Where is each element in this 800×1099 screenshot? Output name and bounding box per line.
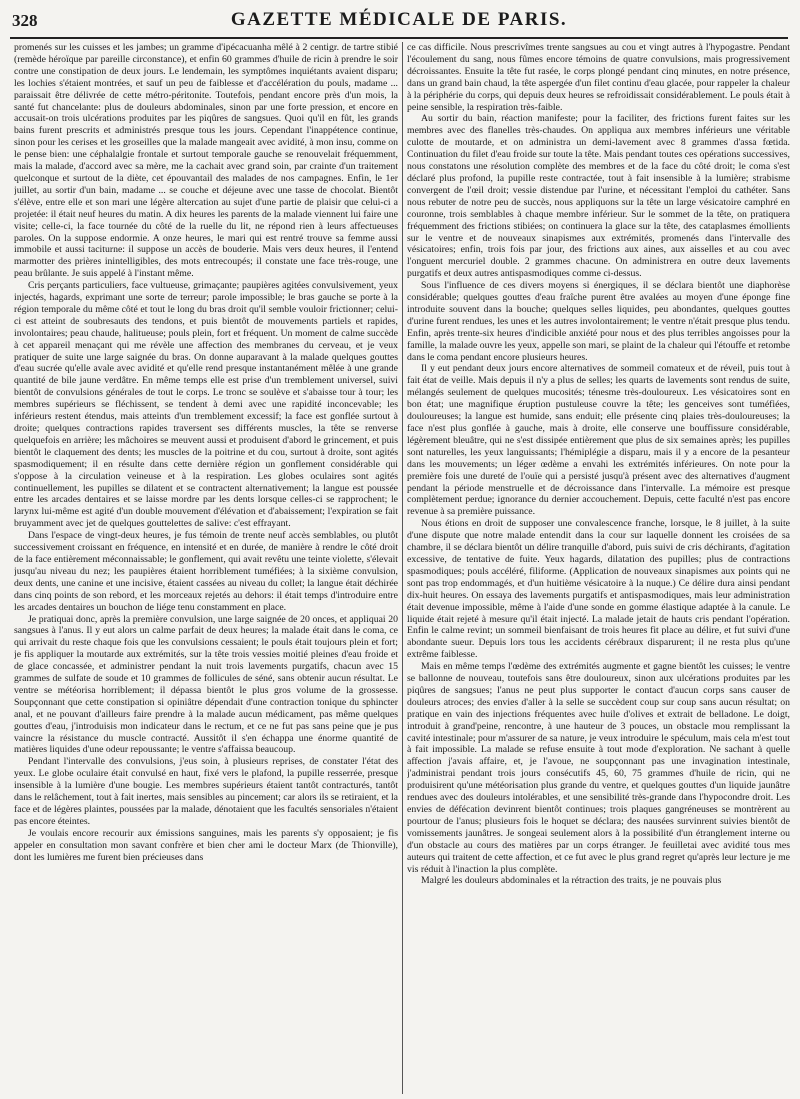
paragraph: Sous l'influence de ces divers moyens si énergiques, il se déclara bientôt une diaphorèse considérable; quelques gouttes d'eau fraîche purent être avalées au moyen d'une éponge fine introduite souvent dans la bouche; quelques selles liquides, peu abondantes, quelques gouttes d'urine furent rendues, les unes et les autres involontairement; le ventre n'était presque plus tendu. Enfin, après trente-six heures d'indicible anxiété pour nous et des plus terribles angoisses pour la famille, la malade ouvre les yeux, appelle son mari, se plaint de la chaleur qui l'étouffe et retombe dans le coma pendant encore plusieurs heures.	[407, 280, 790, 363]
paragraph: Cris perçants particuliers, face vultueuse, grimaçante; paupières agitées convulsivement, yeux injectés, hagards, exprimant une sorte de terreur; parole impossible; le bras gauche se porte à la région temporale du même côté et tout le long du bras droit qu'il semble vouloir frictionner; celui-ci est atteint de soubresauts des tendons, et puis bientôt de mouvements partiels et rapides, involontaires; peau chaude, halitueuse; pouls plein, fort et fréquent. Un moment de calme succède à cet appareil menaçant qui me révèle une affection des membranes du cerveau, et je veux pratiquer de suite une large saignée du bras. On donne auparavant à la malade quelques gouttes d'eau sucrée qu'elle avale avec avidité et qu'elle rend presque instantanément mêlée à une grande quantité de bile jaune verdâtre. En même temps elle est prise d'un tremblement universel, suivi bientôt de convulsions générales de tout le corps. Le tronc se soulève et s'abaisse tour à tour; les membres supérieurs se fléchissent, se tendent à demi avec une rapidité inconcevable; les inférieurs restent étendus, mais atteints d'un tremblement excessif; la face est gonflée surtout à droite; quelques contractions rapides traversent ses différents muscles, la tête se renverse quelquefois en arrière; les mâchoires se meuvent aussi et produisent d'abord le grincement, et puis bientôt le claquement des dents; les muscles de la poitrine et du cou, surtout à droite, sont agités spasmodiquement; il en résulte dans cette dernière région un gonflement considérable qui s'oppose à la circulation veineuse et à la respiration. Les globes oculaires sont agités continuellement, les pupilles se dilatent et se contractent alternativement; la langue est poussée entre les arcades dentaires et se laisse mordre par les dents lorsque celles-ci se rapprochent; le larynx lui-même est agité d'un double mouvement d'élévation et d'abaissement; l'expiration se fait bruyamment avec jet de quelques gouttelettes de salive: c'est effrayant.	[14, 280, 398, 530]
column-divider	[402, 42, 403, 1094]
paragraph: Malgré les douleurs abdominales et la rétraction des traits, je ne pouvais plus	[421, 875, 722, 887]
paragraph: Au sortir du bain, réaction manifeste; pour la faciliter, des frictions furent faites sur les membres avec des flanelles très-chaudes. On appliqua aux membres inférieurs une véritable culotte de moutarde, et on administra un demi-lavement avec 8 grammes d'assa fœtida. Continuation du filet d'eau froide sur toute la tête. Mais pendant toutes ces opérations successives, nous constatons une résolution complète des membres et de la face du côté droit; le coma s'est déclaré plus profond, la pupille reste contractée, tout à fait insensible à la lumière; strabisme convergent de l'œil droit; vessie distendue par l'urine, et nécessitant l'emploi du cathéter. Sans nous rebuter de notre peu de succès, nous appliquons sur la tête un large vésicatoire camphré en couronne, trois semblables à chaque membre inférieur. Sur le sommet de la tête, on pratiquera fréquemment des frictions stibiées; on continuera la glace sur la tête, des cataplasmes émollients sur le ventre et de nouveaux sinapismes aux extrémités, promenés dans l'intervalle des vésicatoires; enfin, trois fois par jour, des frictions aux aines, aux aisselles et au cou avec l'onguent mercuriel double. 2 grammes chacune. On administrera en outre deux lavements purgatifs et deux autres antispasmodiques comme ci-dessus.	[407, 113, 790, 280]
paragraph: promenés sur les cuisses et les jambes; un gramme d'ipécacuanha mêlé à 2 centigr. de tartre stibié (remède héroïque par pareille circonstance), et enfin 60 grammes d'huile de ricin à prendre le soir contre une constipation de deux jours. Le lendemain, les symptômes inquiétants avaient disparu; les lochies s'étaient montrées, et sauf un peu de faiblesse et d'accélération du pouls, madame ... paraissait être délivrée de cette métro-péritonite. Toutefois, pendant encore près d'un mois, la santé fut chancelante: plus de douleurs abdominales, sinon par une forte pression, et encore en accusait-on trois ulcérations produites par les piqûres de sangsues. Quoi qu'il en fût, les grands bains furent prescrits et administrés presque tous les jours. Cependant l'inappétence continue, sinon pour les cerises et les groseilles que la malade mangeait avec avidité, à mon insu, comme on le pense bien: une céphalalgie frontale et surtout temporale gauche se renouvelait fréquemment, mais la malade, d'accord avec sa mère, me la cachait avec grand soin, par crainte d'un traitement quelconque et surtout de la diète, cet épouvantail des malades de nos campagnes. Enfin, le 1er juillet, au sortir d'un bain, madame ... se couche et déjeune avec une tasse de chocolat. Bientôt s'élève, entre elle et son mari une légère altercation au sujet d'une partie de plaisir que celui-ci a projetée: il était neuf heures du matin. A dix heures les parents de la malade viennent lui faire une visite; celle-ci, la face tournée du côté de la ruelle du lit, ne répond rien à leurs affectueuses paroles. On la suppose endormie. A onze heures, le mari qui est rentré trouve sa femme aussi immobile et aussi taciturne: il suppose un accès de bouderie. Mais vers deux heures, il l'entend marmotter des prières inintelligibles, des mots entrecoupés; il constate une face très-rouge, une peau brûlante. Je suis appelé à l'instant même.	[14, 42, 398, 280]
paragraph: Il y eut pendant deux jours encore alternatives de sommeil comateux et de réveil, puis tout à fait état de veille. Mais depuis il n'y a plus de selles; les quarts de lavements sont rendus de suite, mélangés seulement de quelques mucosités; ténesme très-douloureux. Les vésicatoires sont en bon état; une magnifique éruption pustuleuse couvre la tête; les genceives sont tuméfiées, douloureuses; la langue est humide, sans enduit; elle présente cinq plaies très-douloureuses; la face n'est plus gonflée à gauche, mais à droite, elle conserve une bouffissure considérable, légèrement bleuâtre, qui ne s'est dissipée entièrement que plus de six semaines après; les pupilles sont naturelles, les yeux languissants; l'hémiplégie a disparu, mais il y a encore de la pesanteur dans les mouvements; un léger œdème a envahi les extrémités inférieures. On note pour la première fois une dureté de l'ouïe qui a persisté jusqu'à présent avec des alternatives d'augment pendant la période menstruelle et de décroissance dans l'intervalle. La mémoire est presque complètement perdue; ignorance du dernier accouchement. Depuis, cette faculté n'est pas encore revenue à sa première puissance.	[407, 363, 790, 518]
paragraph: Dans l'espace de vingt-deux heures, je fus témoin de trente neuf accès semblables, ou plutôt successivement croissant en fréquence, en intensité et en durée, de manière à rendre le côté droit de la face entièrement méconnaissable; le gonflement, qui avait revêtu une teinte violette, s'élevait jusqu'au niveau du nez; les paupières étaient horriblement tuméfiées; à la sixième convulsion, deux dents, une canine et une incisive, étaient cassées au niveau du collet; la langue était déchirée dans cinq points de son rebord, et les morceaux rejetés au dehors: il était temps d'introduire entre les arcades dentaires un bouchon de liége tenu constamment en place.	[14, 530, 398, 613]
paragraph: Pendant l'intervalle des convulsions, j'eus soin, à plusieurs reprises, de constater l'état des yeux. Le globe oculaire était convulsé en haut, fixé vers le plafond, la pupille resserrée, presque insensible à la lumière d'une bougie. Les membres supérieurs étaient tantôt contracturés, tantôt dans le relâchement, tout à fait inertes, mais sensibles au pincement; car alors ils se retiraient, et la face et de légères plaintes, poussées par la malade, dénotaient que les facultés sensoriales n'étaient pas encore éteintes.	[14, 756, 398, 827]
left-column	[14, 42, 398, 1094]
header-rule	[10, 37, 788, 41]
page-header	[10, 8, 788, 34]
paragraph: Nous étions en droit de supposer une convalescence franche, lorsque, le 8 juillet, à la suite d'une dispute que notre malade entendit dans la cour sur laquelle donnent les croisées de sa chambre, il se déclara bientôt un délire tranquille d'abord, puis suivi de cris déchirants, d'agitation excessive, de tentative de fuite. Yeux hagards, dilatation des pupilles; plus de contractions spasmodiques; pouls accéléré, filiforme. (Application de nouveaux sinapismes aux points qui ne sont pas trop endommagés, et d'un huitième vésicatoire à la nuque.) Ce délire dura ainsi pendant dix-huit heures. On essaya des lavements purgatifs et antispasmodiques, mais leur administration était devenue impossible, même à l'aide d'une sonde en gomme élastique adaptée à la canule. Le liquide était rejeté à mesure qu'il était injecté. La malade jetait de hauts cris pendant l'opération. Enfin le calme revint; un sommeil bienfaisant de trois heures fit place au délire, et fut suivi d'une abondante sueur. Depuis lors tous les accidents cérébraux disparurent; il ne resta plus qu'une extrême faiblesse.	[407, 518, 790, 661]
page-number: 328	[12, 11, 38, 30]
right-column	[407, 42, 790, 1094]
paragraph: ce cas difficile. Nous prescrivîmes trente sangsues au cou et vingt autres à l'hypogastre. Pendant l'écoulement du sang, nous fûmes encore témoins de quatre convulsions, mais progressivement décroissantes. Ensuite la tête fut rasée, le corps plongé pendant cinq minutes, en notre présence, dans un grand bain chaud, la tête aspergée d'un filet continu d'eau glacée, pour rappeler la chaleur à la périphérie du corps, qui depuis deux heures se refroidissait considérablement. Le pouls était à peine sensible, la respiration très-faible.	[407, 42, 790, 113]
paragraph: Je pratiquai donc, après la première convulsion, une large saignée de 20 onces, et appliquai 20 sangsues à l'anus. Il y eut alors un calme parfait de deux heures; la malade était dans le coma, ce qui arrivait du reste chaque fois que les convulsions cessaient; le pouls était toujours plein et fort; je fis appliquer la moutarde aux extrémités, sur la tête trois vessies moitié pleines d'eau froide et de glace concassée, et administrer pendant la nuit trois lavements purgatifs, chacun avec 15 grammes de sulfate de soude et 10 grammes de follicules de séné, sans obtenir aucun résultat. Le ventre se météorisa horriblement; il dépassa bientôt le plus gros volume de la grossesse. Soupçonnant que cette constipation si opiniâtre dépendait d'une contraction tonique du sphincter anal, et ne pouvant d'ailleurs faire prendre à la malade aucun médicament, pas même quelques gouttes d'eau, j'introduisis mon indicateur dans le rectum, et ce ne fut pas sans peine que je pus vaincre la résistance du muscle contracté. Aussitôt il s'en échappa une énorme quantité de matières liquides d'une odeur repoussante; le ventre s'affaissa beaucoup.	[14, 613, 398, 756]
paragraph: Mais en même temps l'œdème des extrémités augmente et gagne bientôt les cuisses; le ventre se ballonne de nouveau, toutefois sans être douloureux, sinon aux ulcérations produites par les piqûres de sangsues; l'anus ne peut plus supporter le contact d'aucun corps sans causer de douleurs atroces; des envies d'aller à la selle se succèdent coup sur coup sans aucun résultat; on pratique en vain des injections fréquentes avec huile d'olives et extrait de belladone. Le doigt, introduit à grand'peine, rencontre, à une hauteur de 3 pouces, un obstacle mou remplissant la cavité intestinale; pour m'assurer de sa nature, je veux introduire le spéculum, mais cela m'est tout à fait impossible. La malade se refuse ensuite à tout mode d'exploration. Ne sachant à quelle affection j'avais affaire, et, je l'avoue, ne soupçonnant pas une invagination intestinale, j'administrai pendant trois jours consécutifs 45, 60, 75 grammes d'huile de ricin, qui ne produisirent qu'une météorisation plus grande du ventre, et quelques gouttes d'un liquide jaunâtre rendues avec des douleurs intolérables, et une sensibilité très-grande dans l'hypocondre droit. Les envies de défécation devinrent bientôt continues; trois plaques gangréneuses se montrèrent au pourtour de l'anus; plusieurs fois le hoquet se déclara; des nausées survinrent suivies bientôt de vomissements jaunâtres. Je songeai seulement alors à la possibilité d'un étranglement interne ou d'un obstacle au cours des matières par un corps étranger. Je feuilletai avec avidité tous mes auteurs qui traitent de cette affection, et ce fut avec le plus grand regret qu'après leur lecture je me vis réduit à l'inaction la plus complète.	[407, 661, 790, 875]
masthead-title: GAZETTE MÉDICALE DE PARIS.	[230, 9, 568, 30]
paragraph: Je voulais encore recourir aux émissions sanguines, mais les parents s'y opposaient; je fis appeler en consultation mon savant confrère et bien cher ami le docteur Marx (de Thionville), dont les lumières me furent bien précieuses dans	[14, 827, 398, 863]
